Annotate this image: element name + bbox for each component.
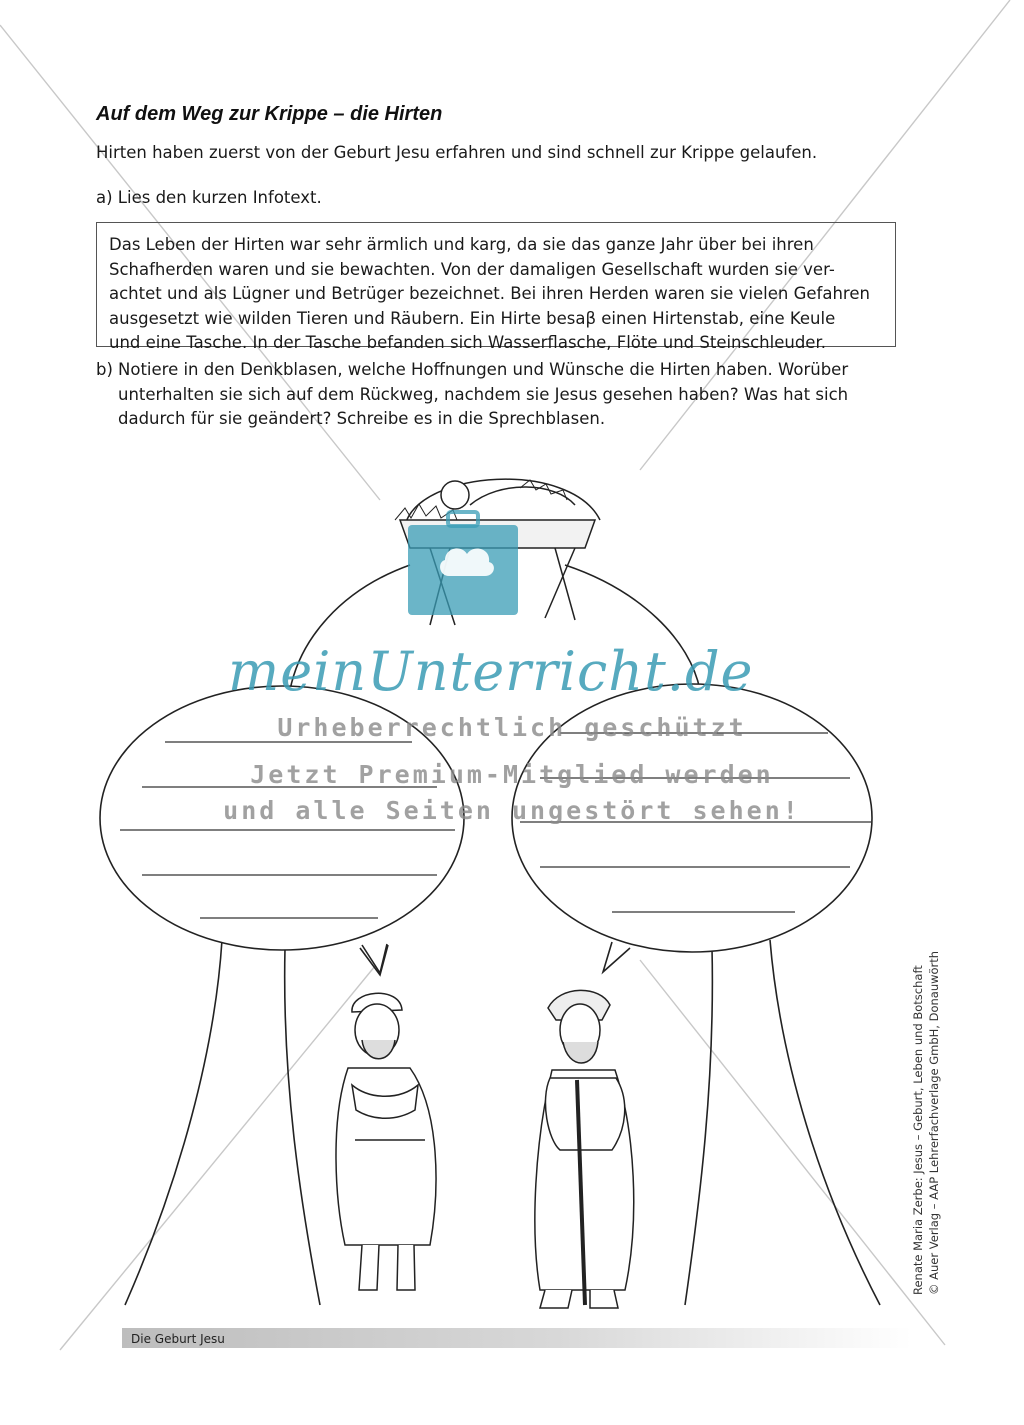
credit-publisher: © Auer Verlag – AAP Lehrerfachverlage GmbH, Donauwörth xyxy=(927,950,941,1295)
task-b-line: unterhalten sie sich auf dem Rückweg, nachdem sie Jesus gesehen haben? Was hat sich xyxy=(118,384,849,404)
shepherd-right-illustration xyxy=(535,990,634,1308)
watermark-premium: Jetzt Premium-Mitglied werden xyxy=(250,760,774,789)
task-a-instruction: a) Lies den kurzen Infotext. xyxy=(96,188,322,207)
watermark-copyright: Urheberrechtlich geschützt xyxy=(277,713,747,742)
task-b-line: dadurch für sie geändert? Schreibe es in die Sprechblasen. xyxy=(118,409,606,428)
credit-author: Renate Maria Zerbe: Jesus – Geburt, Leben und Botschaft xyxy=(911,965,925,1295)
info-line: Schafherden waren und sie bewachten. Von der damaligen Gesellschaft wurden sie ver- xyxy=(109,259,835,279)
task-b-instruction xyxy=(96,358,896,432)
watermark-premium-sub: und alle Seiten ungestört sehen! xyxy=(223,796,801,825)
info-line: ausgesetzt wie wilden Tieren und Räubern. Ein Hirte besaβ einen Hirtenstab, eine Keule xyxy=(109,308,836,328)
info-line: achtet und als Lügner und Betrüger bezeichnet. Bei ihren Herden waren sie vielen Gefahren xyxy=(109,284,870,303)
info-text-box xyxy=(96,222,896,352)
shepherd-left-illustration xyxy=(336,993,436,1290)
intro-text: Hirten haben zuerst von der Geburt Jesu erfahren und sind schnell zur Krippe gelaufen. xyxy=(96,143,818,162)
footer-bar xyxy=(122,1328,912,1348)
footer-text: Die Geburt Jesu xyxy=(131,1332,225,1346)
sidebar-credit xyxy=(910,935,942,1295)
task-b-line: Notiere in den Denkblasen, welche Hoffnungen und Wünsche die Hirten haben. Worüber xyxy=(118,360,849,379)
info-line: Das Leben der Hirten war sehr ärmlich und karg, da sie das ganze Jahr über bei ihren xyxy=(109,235,814,254)
worksheet-title: Auf dem Weg zur Krippe – die Hirten xyxy=(96,103,443,125)
info-line: und eine Tasche. In der Tasche befanden sich Wasserflasche, Flöte und Steinschleuder. xyxy=(109,333,826,352)
watermark-briefcase-icon xyxy=(408,512,518,615)
task-b-label: b) xyxy=(96,360,113,379)
watermark-logo: meinUnterricht.de xyxy=(228,640,754,703)
